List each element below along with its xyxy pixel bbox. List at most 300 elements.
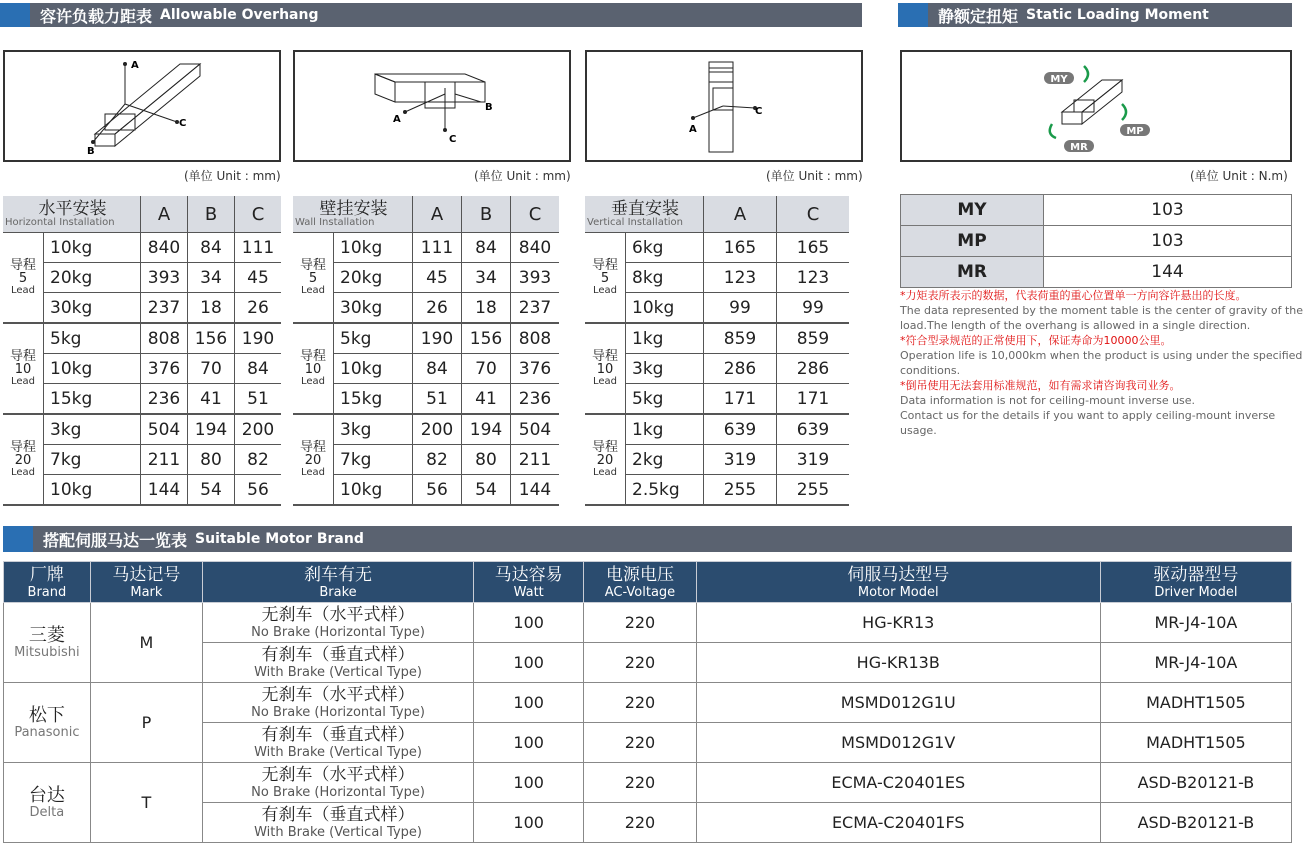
value-cell: 393: [511, 263, 560, 293]
fig-label-c: C: [179, 118, 187, 129]
value-cell: 211: [141, 445, 188, 475]
value-cell: 84: [188, 233, 235, 263]
value-cell: 194: [188, 414, 235, 445]
lead-value: 5: [600, 271, 610, 287]
value-cell: 255: [704, 475, 777, 506]
wall-overhang-table: [293, 196, 559, 506]
value-cell: 82: [413, 445, 462, 475]
value-cell: 165: [777, 233, 850, 263]
unit-label: (单位 Unit : mm): [766, 169, 863, 183]
lead-cell: [293, 323, 334, 414]
value-cell: 34: [188, 263, 235, 293]
notes-block: [900, 288, 1304, 438]
motor-cell: ECMA-C20401ES: [696, 763, 1100, 803]
value-cell: 237: [141, 293, 188, 324]
lead-label-en: Lead: [300, 375, 326, 387]
lead-cell: [3, 233, 44, 324]
moment-row: [901, 195, 1292, 226]
table-row: [585, 293, 849, 324]
table-row: [585, 263, 849, 293]
overhang-header-cn: 容许负载力距表: [40, 6, 153, 26]
motor-cell: HG-KR13B: [696, 643, 1100, 683]
column-header: A: [141, 196, 188, 233]
column-cn: 驱动器型号: [1153, 564, 1239, 585]
value-cell: 144: [141, 475, 188, 506]
table-title-cn: 水平安装: [38, 198, 107, 219]
table-row: [3, 384, 281, 415]
value-cell: 51: [235, 384, 282, 415]
motor-section-header: [3, 526, 1292, 552]
lead-value: 5: [308, 271, 318, 287]
brand-cell: [4, 683, 91, 763]
motor-column-header: [1100, 562, 1291, 603]
value-cell: 18: [188, 293, 235, 324]
value-cell: 41: [188, 384, 235, 415]
value-cell: 639: [704, 414, 777, 445]
motor-cell: MSMD012G1U: [696, 683, 1100, 723]
column-header: A: [413, 196, 462, 233]
load-cell: 5kg: [44, 323, 141, 354]
load-cell: 10kg: [44, 354, 141, 384]
fig-label-c: C: [449, 134, 457, 145]
table-row: [293, 475, 559, 506]
volt-cell: 220: [584, 643, 696, 683]
value-cell: 200: [235, 414, 282, 445]
brake-en: No Brake (Horizontal Type): [251, 624, 425, 640]
lead-label: 导程: [299, 439, 326, 455]
brake-cell: [203, 763, 474, 803]
value-cell: 84: [235, 354, 282, 384]
note-text: Operation life is 10,000km when the product is using under the specified conditions.: [900, 349, 1303, 377]
moment-header-en: Static Loading Moment: [1026, 7, 1209, 23]
value-cell: 236: [141, 384, 188, 415]
column-en: Watt: [513, 584, 544, 600]
motor-column-header: [203, 562, 474, 603]
table-title-cell: [585, 196, 704, 233]
column-en: Mark: [130, 584, 163, 600]
value-cell: 255: [777, 475, 850, 506]
table-header-row: [3, 196, 281, 233]
value-cell: 123: [777, 263, 850, 293]
header-accent: [3, 526, 33, 552]
wall-rail-diagram: [295, 52, 569, 160]
lead-label: 导程: [299, 348, 326, 364]
table-row: [3, 323, 281, 354]
table-row: [585, 414, 849, 445]
load-cell: 3kg: [334, 414, 413, 445]
vertical-rail-diagram: [587, 52, 861, 160]
value-cell: 54: [188, 475, 235, 506]
watt-cell: 100: [474, 603, 584, 643]
table-title-en: Wall Installation: [295, 216, 375, 228]
load-cell: 10kg: [44, 475, 141, 506]
value-cell: 51: [413, 384, 462, 415]
load-cell: 2kg: [626, 445, 704, 475]
motor-cell: HG-KR13: [696, 603, 1100, 643]
lead-cell: [3, 414, 44, 505]
table-row: [585, 354, 849, 384]
value-cell: 84: [462, 233, 511, 263]
value-cell: 26: [413, 293, 462, 324]
moment-label-mp: MP: [1126, 126, 1144, 137]
table-row: [293, 414, 559, 445]
value-cell: 84: [413, 354, 462, 384]
load-cell: 10kg: [626, 293, 704, 324]
moment-value: 103: [1044, 226, 1292, 257]
table-header-row: [293, 196, 559, 233]
load-cell: 5kg: [626, 384, 704, 415]
lead-cell: [585, 414, 626, 505]
lead-value: 5: [18, 271, 28, 287]
brake-en: No Brake (Horizontal Type): [251, 704, 425, 720]
table-header-row: [585, 196, 849, 233]
moment-label-my: MY: [1050, 74, 1068, 85]
motor-header-cn: 搭配伺服马达一览表: [43, 530, 188, 550]
value-cell: 171: [704, 384, 777, 415]
column-en: AC-Voltage: [604, 584, 676, 600]
load-cell: 30kg: [44, 293, 141, 324]
load-cell: 10kg: [334, 354, 413, 384]
table-row: [3, 233, 281, 263]
value-cell: 56: [235, 475, 282, 506]
note-red: *倒吊使用无法套用标准规范，如有需求请咨询我司业务。: [900, 379, 1181, 392]
column-cn: 刹车有无: [304, 564, 373, 585]
value-cell: 376: [511, 354, 560, 384]
column-en: Motor Model: [857, 584, 939, 600]
load-cell: 5kg: [334, 323, 413, 354]
lead-cell: [3, 323, 44, 414]
note-red: *力矩表所表示的数据，代表荷重的重心位置单一方向容许悬出的长度。: [900, 289, 1247, 302]
brake-cn: 有刹车（垂直式样）: [261, 804, 415, 825]
table-row: [293, 233, 559, 263]
brake-en: With Brake (Vertical Type): [254, 744, 422, 760]
lead-value: 20: [304, 453, 322, 469]
value-cell: 111: [235, 233, 282, 263]
note-text: Data information is not for ceiling-mount inverse use.: [900, 394, 1196, 407]
lead-value: 10: [596, 362, 614, 378]
table-row: [293, 263, 559, 293]
load-cell: 20kg: [44, 263, 141, 293]
driver-cell: ASD-B20121-B: [1100, 803, 1291, 843]
moment-value: 103: [1044, 195, 1292, 226]
table-title-cn: 壁挂安装: [319, 198, 388, 219]
note-red: *符合型录规范的正常使用下，保证寿命为10000公里。: [900, 334, 1172, 347]
motor-row: [4, 683, 1292, 723]
table-row: [3, 263, 281, 293]
table-title-en: Vertical Installation: [587, 216, 683, 228]
lead-label-en: Lead: [592, 284, 618, 296]
motor-column-header: [4, 562, 91, 603]
value-cell: 82: [235, 445, 282, 475]
load-cell: 15kg: [44, 384, 141, 415]
column-cn: 马达容易: [494, 564, 563, 585]
lead-value: 20: [14, 453, 32, 469]
table-title-cell: [293, 196, 413, 233]
load-cell: 10kg: [334, 233, 413, 263]
volt-cell: 220: [584, 803, 696, 843]
column-cn: 马达记号: [112, 564, 181, 585]
value-cell: 286: [704, 354, 777, 384]
motor-cell: ECMA-C20401FS: [696, 803, 1100, 843]
fig-label-b: B: [485, 102, 493, 113]
unit-label-nm: (单位 Unit : N.m): [1190, 169, 1288, 183]
table-row: [585, 384, 849, 415]
mark-cell: M: [90, 603, 202, 683]
table-row: [293, 354, 559, 384]
load-cell: 15kg: [334, 384, 413, 415]
value-cell: 504: [141, 414, 188, 445]
column-cn: 伺服马达型号: [847, 564, 950, 585]
lead-value: 10: [304, 362, 322, 378]
table-row: [585, 475, 849, 506]
value-cell: 237: [511, 293, 560, 324]
value-cell: 504: [511, 414, 560, 445]
load-cell: 10kg: [44, 233, 141, 263]
vertical-overhang-table: [585, 196, 849, 506]
driver-cell: MR-J4-10A: [1100, 643, 1291, 683]
lead-label: 导程: [9, 257, 36, 273]
brake-cn: 无刹车（水平式样）: [261, 684, 415, 705]
motor-column-header: [584, 562, 696, 603]
value-cell: 45: [235, 263, 282, 293]
value-cell: 319: [704, 445, 777, 475]
lead-label-en: Lead: [300, 284, 326, 296]
value-cell: 34: [462, 263, 511, 293]
brake-en: No Brake (Horizontal Type): [251, 784, 425, 800]
static-moment-table: [900, 194, 1292, 288]
lead-cell: [293, 233, 334, 324]
table-row: [3, 293, 281, 324]
brake-en: With Brake (Vertical Type): [254, 824, 422, 840]
overhang-header-en: Allowable Overhang: [160, 7, 319, 23]
fig-label-a: A: [393, 114, 401, 125]
brake-cell: [203, 803, 474, 843]
table-row: [293, 384, 559, 415]
wall-install-figure: [293, 50, 571, 162]
column-en: Brake: [319, 584, 357, 600]
moment-diagram: [902, 52, 1290, 160]
load-cell: 6kg: [626, 233, 704, 263]
value-cell: 190: [235, 323, 282, 354]
value-cell: 200: [413, 414, 462, 445]
value-cell: 123: [704, 263, 777, 293]
brake-cn: 无刹车（水平式样）: [261, 764, 415, 785]
load-cell: 7kg: [334, 445, 413, 475]
lead-label-en: Lead: [10, 284, 36, 296]
column-en: Brand: [27, 584, 67, 600]
moment-row: [901, 257, 1292, 288]
driver-cell: ASD-B20121-B: [1100, 763, 1291, 803]
lead-label-en: Lead: [10, 466, 36, 478]
brake-cell: [203, 643, 474, 683]
table-row: [3, 445, 281, 475]
value-cell: 80: [462, 445, 511, 475]
note-text: The data represented by the moment table is the center of gravity of the load.The length of the overhang is allowed in a single direction.: [900, 304, 1304, 332]
brake-cell: [203, 603, 474, 643]
motor-column-header: [474, 562, 584, 603]
value-cell: 156: [462, 323, 511, 354]
value-cell: 194: [462, 414, 511, 445]
lead-cell: [293, 414, 334, 505]
lead-label: 导程: [591, 439, 618, 455]
value-cell: 45: [413, 263, 462, 293]
lead-label-en: Lead: [592, 375, 618, 387]
moment-label-mr: MR: [1070, 142, 1088, 153]
fig-label-b: B: [87, 146, 95, 157]
load-cell: 30kg: [334, 293, 413, 324]
table-row: [293, 293, 559, 324]
value-cell: 840: [511, 233, 560, 263]
value-cell: 41: [462, 384, 511, 415]
value-cell: 639: [777, 414, 850, 445]
fig-label-c: C: [755, 106, 763, 117]
lead-label-en: Lead: [592, 466, 618, 478]
column-header: C: [777, 196, 850, 233]
load-cell: 3kg: [626, 354, 704, 384]
value-cell: 156: [188, 323, 235, 354]
motor-column-header: [696, 562, 1100, 603]
value-cell: 111: [413, 233, 462, 263]
load-cell: 3kg: [44, 414, 141, 445]
value-cell: 80: [188, 445, 235, 475]
moment-value: 144: [1044, 257, 1292, 288]
brake-cn: 无刹车（水平式样）: [261, 604, 415, 625]
table-row: [3, 414, 281, 445]
unit-label: (单位 Unit : mm): [474, 169, 571, 183]
volt-cell: 220: [584, 763, 696, 803]
table-row: [585, 445, 849, 475]
lead-cell: [585, 323, 626, 414]
lead-label-en: Lead: [10, 375, 36, 387]
column-header: A: [704, 196, 777, 233]
lead-label: 导程: [9, 439, 36, 455]
value-cell: 236: [511, 384, 560, 415]
brand-en: Mitsubishi: [14, 644, 80, 660]
column-header: C: [511, 196, 560, 233]
moment-figure: [900, 50, 1292, 162]
note-text: Contact us for the details if you want to apply ceiling-mount inverse usage.: [900, 409, 1276, 437]
header-accent: [898, 3, 928, 27]
motor-row: [4, 763, 1292, 803]
column-header: B: [188, 196, 235, 233]
value-cell: 211: [511, 445, 560, 475]
lead-value: 10: [14, 362, 32, 378]
value-cell: 99: [704, 293, 777, 324]
moment-key: MR: [901, 257, 1044, 288]
lead-value: 20: [596, 453, 614, 469]
moment-section-header: [898, 3, 1292, 27]
value-cell: 56: [413, 475, 462, 506]
brand-cell: [4, 603, 91, 683]
table-row: [3, 475, 281, 506]
lead-label: 导程: [299, 257, 326, 273]
unit-label: (单位 Unit : mm): [184, 169, 281, 183]
driver-cell: MR-J4-10A: [1100, 603, 1291, 643]
fig-label-a: A: [131, 60, 139, 71]
column-header: B: [462, 196, 511, 233]
value-cell: 144: [511, 475, 560, 506]
horizontal-overhang-table: [3, 196, 281, 506]
value-cell: 165: [704, 233, 777, 263]
motor-header-en: Suitable Motor Brand: [195, 531, 364, 547]
value-cell: 18: [462, 293, 511, 324]
brand-cn: 松下: [28, 704, 65, 726]
brand-cn: 台达: [28, 784, 65, 806]
driver-cell: MADHT1505: [1100, 723, 1291, 763]
lead-label-en: Lead: [300, 466, 326, 478]
brake-cell: [203, 683, 474, 723]
moment-key: MP: [901, 226, 1044, 257]
table-row: [293, 323, 559, 354]
lead-label: 导程: [591, 348, 618, 364]
motor-header-row: [4, 562, 1292, 603]
value-cell: 808: [141, 323, 188, 354]
mark-cell: T: [90, 763, 202, 843]
moment-header-cn: 静额定扭矩: [938, 6, 1019, 26]
value-cell: 859: [777, 323, 850, 354]
volt-cell: 220: [584, 723, 696, 763]
table-title-cn: 垂直安装: [611, 198, 679, 219]
lead-label: 导程: [591, 257, 618, 273]
value-cell: 70: [188, 354, 235, 384]
volt-cell: 220: [584, 603, 696, 643]
motor-column-header: [90, 562, 202, 603]
value-cell: 808: [511, 323, 560, 354]
lead-cell: [585, 233, 626, 324]
brand-cn: 三菱: [28, 624, 65, 646]
column-header: C: [235, 196, 282, 233]
table-row: [3, 354, 281, 384]
brake-cn: 有刹车（垂直式样）: [261, 644, 415, 665]
brake-cn: 有刹车（垂直式样）: [261, 724, 415, 745]
value-cell: 171: [777, 384, 850, 415]
header-accent: [0, 3, 30, 27]
mark-cell: P: [90, 683, 202, 763]
column-cn: 厂牌: [29, 564, 64, 585]
load-cell: 8kg: [626, 263, 704, 293]
value-cell: 54: [462, 475, 511, 506]
motor-cell: MSMD012G1V: [696, 723, 1100, 763]
watt-cell: 100: [474, 723, 584, 763]
value-cell: 859: [704, 323, 777, 354]
value-cell: 70: [462, 354, 511, 384]
load-cell: 20kg: [334, 263, 413, 293]
value-cell: 190: [413, 323, 462, 354]
overhang-section-header: [0, 3, 862, 27]
watt-cell: 100: [474, 803, 584, 843]
fig-label-a: A: [689, 124, 697, 135]
horizontal-install-figure: [3, 50, 281, 162]
brand-en: Panasonic: [14, 724, 80, 740]
value-cell: 393: [141, 263, 188, 293]
brand-cell: [4, 763, 91, 843]
table-row: [585, 233, 849, 263]
load-cell: 7kg: [44, 445, 141, 475]
load-cell: 1kg: [626, 323, 704, 354]
watt-cell: 100: [474, 643, 584, 683]
value-cell: 319: [777, 445, 850, 475]
value-cell: 840: [141, 233, 188, 263]
brake-en: With Brake (Vertical Type): [254, 664, 422, 680]
moment-row: [901, 226, 1292, 257]
brake-cell: [203, 723, 474, 763]
motor-row: [4, 603, 1292, 643]
load-cell: 1kg: [626, 414, 704, 445]
moment-key: MY: [901, 195, 1044, 226]
brand-en: Delta: [29, 804, 65, 820]
load-cell: 2.5kg: [626, 475, 704, 506]
value-cell: 99: [777, 293, 850, 324]
